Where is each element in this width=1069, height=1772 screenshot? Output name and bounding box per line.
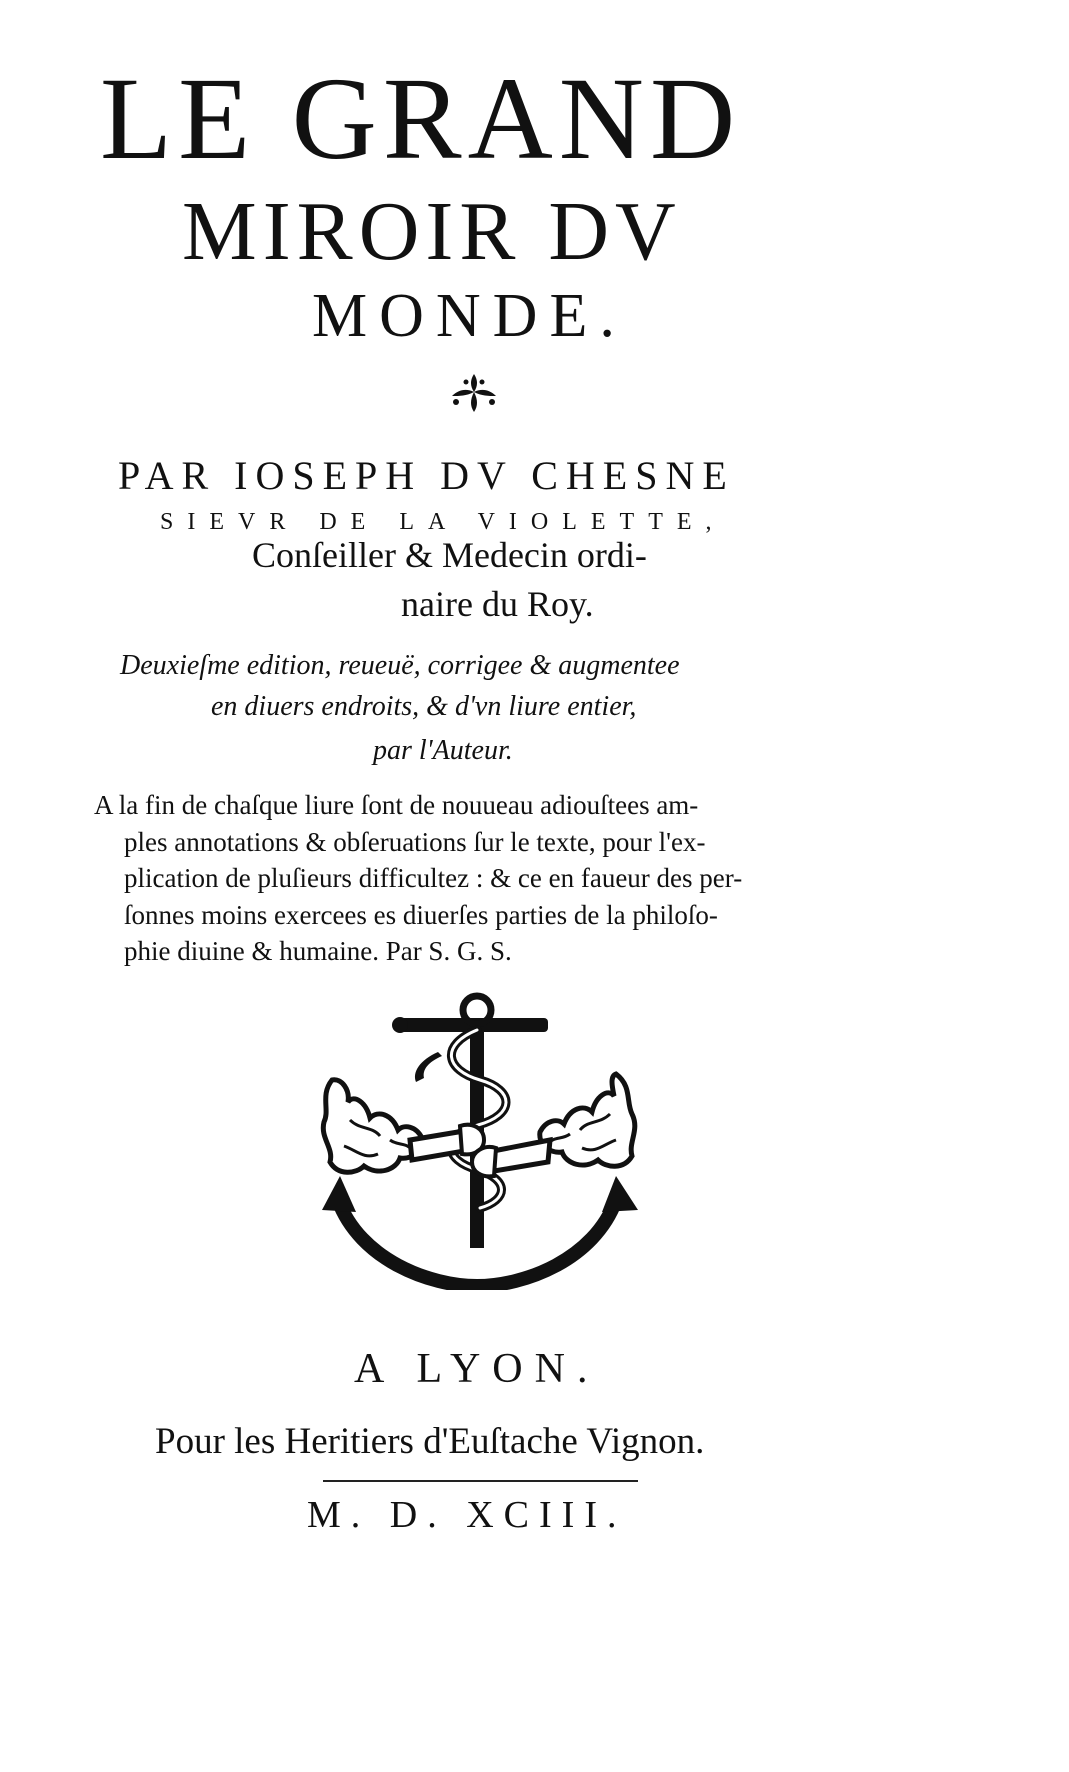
anchor-serpent-printer-mark-icon xyxy=(320,990,640,1290)
imprint-city: A LYON. xyxy=(354,1346,600,1392)
imprint-date: M. D. XCIII. xyxy=(307,1494,627,1536)
fleuron-ornament-icon xyxy=(446,370,502,414)
edition-line-3: par l'Auteur. xyxy=(373,735,513,766)
edition-line-2: en diuers endroits, & d'vn liure entier, xyxy=(211,691,637,722)
imprint-divider xyxy=(323,1480,638,1482)
title-line-1: LE GRAND xyxy=(100,53,742,184)
annotations-line: ples annotations & obſeruations ſur le texte, pour l'ex- xyxy=(124,826,706,857)
imprint-printer: Pour les Heritiers d'Euſtache Vignon. xyxy=(155,1421,705,1462)
annotations-line: ſonnes moins exercees es diuerſes parties de la philoſo- xyxy=(124,899,718,930)
annotations-paragraph xyxy=(94,787,854,970)
annotations-line: A la fin de chaſque liure ſont de nouueau adiouſtees am- xyxy=(94,790,699,820)
author-office-line-1: Conſeiller & Medecin ordi- xyxy=(252,535,647,575)
edition-line-1: Deuxieſme edition, reueuë, corrigee & augmentee xyxy=(120,650,680,681)
author-name: PAR IOSEPH DV CHESNE xyxy=(118,453,735,498)
author-office-line-2: naire du Roy. xyxy=(401,584,594,624)
annotations-line: plication de pluſieurs difficultez : & ce en faueur des per- xyxy=(124,863,743,893)
title-line-2: MIROIR DV xyxy=(182,185,682,278)
author-seigneury: SIEVR DE LA VIOLETTE, xyxy=(160,509,726,535)
annotations-line: phie diuine & humaine. Par S. G. S. xyxy=(124,936,512,966)
title-line-3: MONDE. xyxy=(312,282,627,350)
